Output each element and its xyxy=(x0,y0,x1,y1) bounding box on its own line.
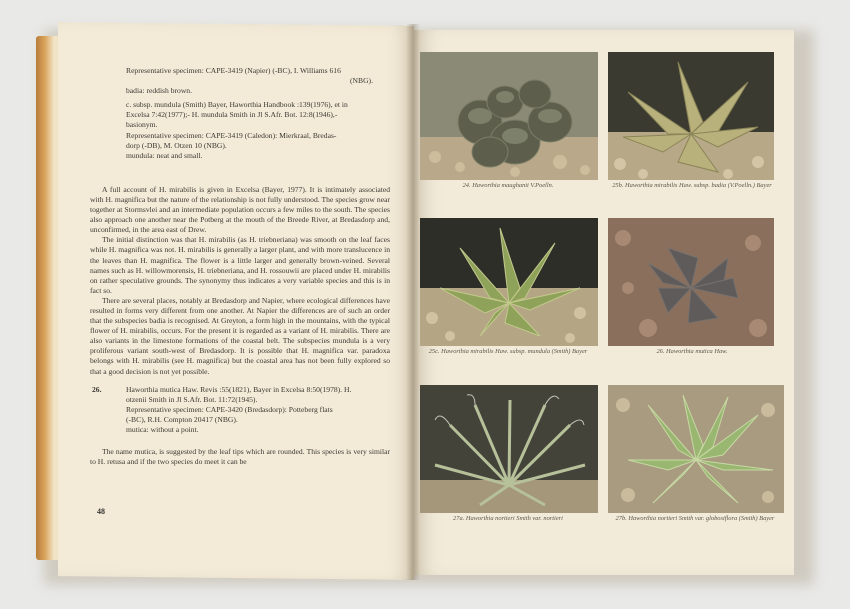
text-line: basionym. xyxy=(126,120,158,130)
text-line: mutica: without a point. xyxy=(126,425,199,434)
plant-photo xyxy=(608,385,784,513)
plant-photo xyxy=(608,218,774,346)
book-gutter xyxy=(406,24,420,580)
text-line: Representative specimen: CAPE-3420 (Bredasdorp): Potteberg flats xyxy=(126,404,333,414)
photo-caption: 27a. Haworthia nortieri Smith var. nortieri xyxy=(453,515,563,522)
text-line: badia: reddish brown. xyxy=(126,86,193,96)
text-line: dorp (-DB), M. Otzen 10 (NBG). xyxy=(126,140,227,150)
photo-caption: 25b. Haworthia mirabilis Haw. subsp. badia (V.Poelln.) Bayer xyxy=(612,182,772,189)
species-entry-26 xyxy=(92,384,390,435)
text-line: Excelsa 7:42(1977);- H. mundula Smith in Jl S.Afr. Bot. 12:8(1946),- xyxy=(126,110,338,120)
text-line: Haworthia mutica Haw. Revis :55(1821), Bayer in Excelsa 8:50(1978). H. xyxy=(126,384,352,394)
text-line: (NBG). xyxy=(350,76,373,86)
text-line: c. subsp. mundula (Smith) Bayer, Haworthia Handbook :139(1976), et in xyxy=(126,100,348,110)
photo-caption: 25c. Haworthia mirabilis Haw. subsp. mundula (Smith) Bayer xyxy=(428,348,588,355)
text-line: Representative specimen: CAPE-3419 (Caledon): Mierkraal, Bredas- xyxy=(126,130,337,140)
text-line: (-BC), R.H. Compton 20417 (NBG). xyxy=(126,414,238,424)
plant-photo xyxy=(420,218,598,346)
photo-caption: 26. Haworthia mutica Haw. xyxy=(656,348,728,355)
entry-number: 26. xyxy=(92,384,102,394)
body-paragraph: There are several places, notably at Bredasdorp and Napier, where ecological differences have resulted in forms very different from one another. At Napier the differences are of such an order that the subspecies badia is recognised. At Greyton, a form high in the mountains, with the typical flower of H. mirabilis, occurs. For the present it is regarded as a variant of H. mirabilis. There are also variants in the limestone formations of the coastal belt. The subspecies mundula is a very proliferous variant south-west of Bredasdorp. It is possible that H. magnifica var. paradoxa belongs with H. mirabilis (see H. magnifica) but the coastal area has not been fully explored so that a good decision is not yet possible. xyxy=(90,295,390,376)
page-number: 48 xyxy=(97,507,105,516)
body-paragraph: The initial distinction was that H. mirabilis (as H. triebneriana) was smooth on the leaf faces while H. magnifica was not. H. mirabilis is generally a larger plant, and with more translucence in the leaves than H. magnifica. The flower is a little larger and generally brown-veined. Several names such as H. willowmorensis, H. triebneriana, and H. rossouwii are placed under H. mirabilis on rather speculative grounds. The synonymy thus indicates a very variable species and this is in fact so. xyxy=(90,235,390,295)
text-line: otzenii Smith in Jl S.Afr. Bot. 11:72(1945). xyxy=(126,394,258,404)
photo-caption: 24. Haworthia maughanii V.Poelln. xyxy=(462,182,554,189)
photo-caption: 27b. Haworthia nortieri Smith var. globosiflora (Smith) Bayer xyxy=(615,515,775,522)
text-line: mundula: neat and small. xyxy=(126,150,203,160)
plant-photo xyxy=(420,52,598,180)
plant-photo xyxy=(608,52,774,180)
left-page-text xyxy=(90,66,390,467)
plant-photo xyxy=(420,385,598,513)
body-paragraph: A full account of H. mirabilis is given in Excelsa (Bayer, 1977). It is intimately associated with H. magnifica but the nature of the relationship is not fully understood. The species grow near together at Stormsvlei and an intermediate population occurs a few miles to the south. The species also approach one another near the Potberg at the mouth of the Breede River, at Bredasdorp and, unconfirmed, in the area east of Drew. xyxy=(90,184,390,235)
body-paragraph: The name mutica, is suggested by the leaf tips which are rounded. This species is very similar to H. retusa and if the two species do meet it can be xyxy=(90,447,390,467)
text-line: Representative specimen: CAPE-3419 (Napier) (-BC), I. Williams 616 xyxy=(126,66,341,75)
